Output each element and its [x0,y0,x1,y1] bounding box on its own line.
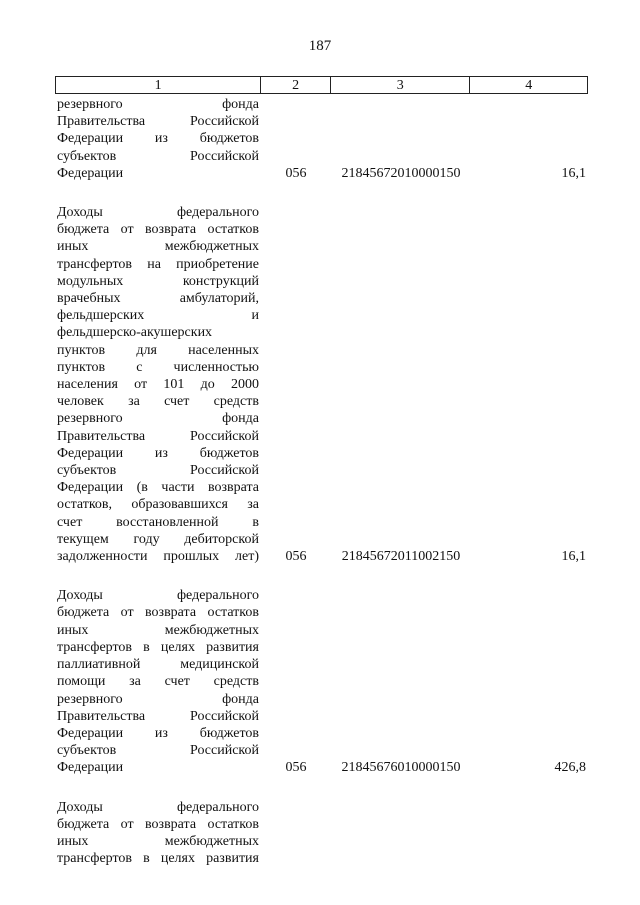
description-word: Правительства [57,428,146,444]
description-word: помощи [57,674,106,690]
table-row [55,587,588,776]
description-word: Правительства [57,708,146,724]
description-line [57,462,259,479]
row-sum: 16,1 [561,165,586,181]
description-line [57,359,259,376]
description-word: счет [164,394,190,410]
description-line [57,759,259,776]
description-word: Доходы [57,205,103,221]
description-line [57,256,259,273]
description-word: и [251,308,259,324]
description-line [57,708,259,725]
description-line [57,587,259,604]
description-line [57,238,259,255]
table-row [55,96,588,182]
description-word: Правительства [57,114,146,130]
description-word: средств [213,394,259,410]
description-word: Российской [190,114,259,130]
row-description [55,204,261,565]
description-line [57,165,259,182]
description-line [57,204,259,221]
description-word: фельдшерско-акушерских [57,325,213,341]
description-word: населенных [188,342,259,358]
description-word: задолженности прошлых лет) [57,549,259,565]
description-word: бюджетов [199,725,259,741]
description-line [57,479,259,496]
description-word: средств [213,674,259,690]
description-word: резервного [57,691,123,707]
description-word: для [136,342,157,358]
description-word: фонда [222,97,259,112]
header-col-3: 3 [331,77,470,93]
row-sum: 16,1 [561,549,586,565]
row-description [55,799,261,868]
description-word: Федерации [57,725,124,741]
description-word: из [154,445,168,461]
row-kbk: 21845676010000150 [341,760,461,776]
description-line [57,428,259,445]
description-line [57,514,259,531]
description-word: году [133,531,160,547]
description-line [57,622,259,639]
description-line [57,673,259,690]
description-line [57,742,259,759]
description-word: Федерации (в части возврата [57,480,259,496]
description-word: субъектов [57,743,117,759]
description-word: восстановленной [116,514,219,530]
description-word: трансфертов в целях развития [57,639,259,655]
description-word: федерального [176,588,259,604]
description-line [57,691,259,708]
description-word: Федерации [57,165,124,181]
description-word: счет [164,674,190,690]
description-word: Доходы [57,799,103,815]
description-word: врачебных [57,291,121,307]
description-word: резервного [57,97,123,112]
description-word: из [154,725,168,741]
description-word: Федерации [57,131,124,147]
description-line [57,113,259,130]
description-line [57,548,259,565]
description-line [57,639,259,656]
description-word: субъектов [57,463,117,479]
description-word: конструкций [182,273,259,289]
description-word: трансфертов на приобретение [57,256,259,272]
description-word: Федерации [57,445,124,461]
description-word: бюджета от возврата остатков [57,605,259,621]
description-word: трансфертов в целях развития [57,851,259,867]
table-row [55,799,588,868]
row-description [55,587,261,776]
description-word: Доходы [57,588,103,604]
description-word: Федерации [57,760,124,776]
description-word: в [252,514,259,530]
table-row [55,204,588,565]
description-line [57,130,259,147]
description-line [57,324,259,341]
row-description [55,96,261,182]
description-line [57,393,259,410]
row-code: 056 [285,549,307,565]
description-line [57,656,259,673]
header-col-2: 2 [261,77,331,93]
description-line [57,376,259,393]
description-line [57,496,259,513]
description-word: населения от 101 до 2000 [57,377,259,393]
description-word: фельдшерских [57,308,145,324]
description-word: Российской [190,428,259,444]
description-word: фонда [222,411,259,427]
description-word: амбулаторий, [179,291,259,307]
description-word: иных [57,833,89,849]
description-word: за [129,674,141,690]
description-word: межбюджетных [164,833,259,849]
description-word: пунктов [57,342,106,358]
description-word: субъектов [57,148,117,164]
description-line [57,445,259,462]
description-word: межбюджетных [164,622,259,638]
description-word: иных [57,239,89,255]
description-line [57,96,259,113]
description-word: Российской [190,463,259,479]
description-line [57,307,259,324]
description-word: бюджетов [199,131,259,147]
description-word: пунктов [57,359,106,375]
description-word: резервного [57,411,123,427]
description-word: медицинской [180,657,259,673]
description-word: из [154,131,168,147]
description-line [57,799,259,816]
description-word: численностью [173,359,259,375]
description-word: бюджетов [199,445,259,461]
row-code: 056 [285,760,307,776]
header-col-1: 1 [56,77,261,93]
description-word: иных [57,622,89,638]
page-number: 187 [308,38,332,54]
budget-table [55,76,588,867]
description-word: за [128,394,140,410]
description-word: паллиативной [57,657,141,673]
description-word: бюджета от возврата остатков [57,816,259,832]
description-word: человек [57,394,104,410]
row-kbk: 21845672011002150 [341,549,461,565]
description-word: с [136,359,143,375]
description-line [57,850,259,867]
description-line [57,604,259,621]
description-line [57,221,259,238]
description-word: дебиторской [184,531,259,547]
description-word: фонда [222,691,259,707]
table-body [55,96,588,867]
description-word: остатков, образовавшихся за [57,497,259,513]
table-header-row [55,76,588,94]
description-word: Российской [190,148,259,164]
description-line [57,531,259,548]
description-word: счет [57,514,83,530]
description-line [57,148,259,165]
description-line [57,833,259,850]
description-word: Российской [190,743,259,759]
description-line [57,290,259,307]
row-kbk: 21845672010000150 [341,165,461,181]
description-word: Российской [190,708,259,724]
description-line [57,725,259,742]
description-word: бюджета от возврата остатков [57,222,259,238]
description-word: текущем [57,531,109,547]
description-word: модульных [57,273,124,289]
row-code: 056 [285,165,307,181]
description-line [57,273,259,290]
description-word: федерального [176,799,259,815]
row-sum: 426,8 [554,760,586,776]
description-line [57,816,259,833]
description-line [57,342,259,359]
description-word: межбюджетных [164,239,259,255]
description-line [57,410,259,427]
header-col-4: 4 [525,78,533,93]
description-word: федерального [176,205,259,221]
